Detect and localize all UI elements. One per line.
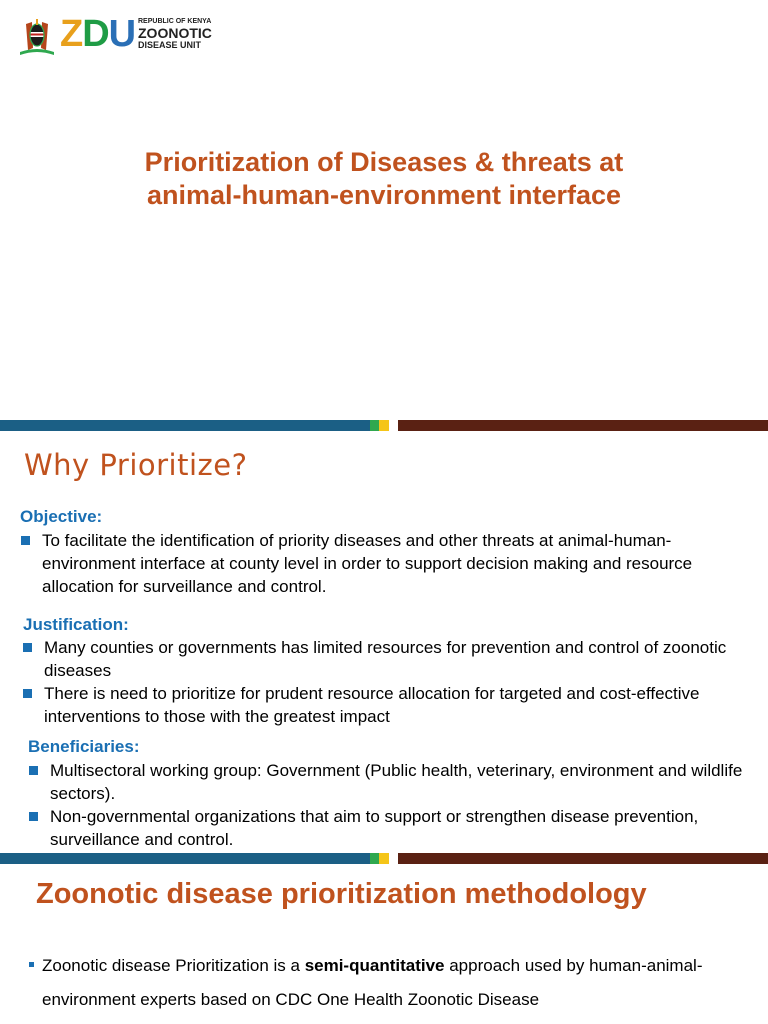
slide-divider-1: [0, 420, 768, 431]
beneficiaries-item-text: Non-governmental organizations that aim to support or strengthen disease prevention, surveillance and control.: [50, 807, 699, 849]
objective-list: [20, 529, 740, 598]
square-bullet-icon: [29, 766, 38, 775]
methodology-heading: Zoonotic disease prioritization methodology: [36, 878, 647, 910]
list-item: [22, 682, 752, 728]
beneficiaries-label: Beneficiaries:: [28, 737, 140, 756]
square-bullet-icon: [23, 689, 32, 698]
justification-list: [22, 636, 752, 728]
list-item: [28, 759, 748, 805]
logo-letter-z: Z: [60, 13, 83, 55]
list-item: [28, 805, 748, 851]
logo-line-zoonotic: ZOONOTIC: [138, 25, 212, 41]
logo-letter-d: D: [82, 13, 109, 55]
slide-title: [0, 146, 768, 212]
divider-brown-segment: [398, 853, 768, 864]
list-item: [22, 636, 752, 682]
justification-item-text: Many counties or governments has limited resources for prevention and control of zoonotic diseases: [44, 638, 727, 680]
zdu-wordmark: [60, 12, 135, 56]
slide-divider-2: [0, 853, 768, 864]
slide-title-line-2: animal-human-environment interface: [146, 180, 622, 210]
methodology-paragraph: [29, 949, 757, 1017]
square-bullet-icon: [21, 536, 30, 545]
divider-yellow-segment: [379, 853, 389, 864]
divider-yellow-segment: [379, 420, 389, 431]
divider-brown-segment: [398, 420, 768, 431]
kenya-coat-of-arms-icon: [16, 18, 58, 56]
list-item: [20, 529, 740, 598]
divider-green-segment: [370, 420, 379, 431]
logo-letter-u: U: [108, 13, 136, 55]
method-text-bold: semi-quantitative: [304, 956, 445, 975]
objective-label: Objective:: [20, 507, 103, 526]
justification-item-text: There is need to prioritize for prudent resource allocation for targeted and cost-effective interventions to those with the greatest impact: [44, 684, 700, 726]
square-bullet-icon: [29, 962, 34, 967]
logo-subtitle: [138, 18, 212, 50]
why-prioritize-heading: Why Prioritize?: [24, 448, 248, 482]
logo-line-republic: REPUBLIC OF KENYA: [138, 18, 212, 25]
beneficiaries-item-text: Multisectoral working group: Government (Public health, veterinary, environment and wildlife sectors).: [50, 761, 743, 803]
divider-blue-segment: [0, 420, 370, 431]
method-text-after: approach used by human-animal-environment experts based on CDC One Health Zoonotic Disease: [42, 956, 703, 1009]
divider-green-segment: [370, 853, 379, 864]
method-text-before: Zoonotic disease Prioritization is a: [42, 956, 305, 975]
objective-item-text: To facilitate the identification of priority diseases and other threats at animal-human-environment interface at county level in order to support decision making and resource allocation for surveillance and control.: [42, 531, 693, 596]
beneficiaries-list: [28, 759, 748, 851]
justification-label: Justification:: [23, 615, 129, 634]
square-bullet-icon: [23, 643, 32, 652]
square-bullet-icon: [29, 812, 38, 821]
divider-blue-segment: [0, 853, 370, 864]
slide-title-line-1: Prioritization of Diseases & threats at: [144, 147, 624, 177]
logo-line-disease-unit: DISEASE UNIT: [138, 40, 202, 50]
